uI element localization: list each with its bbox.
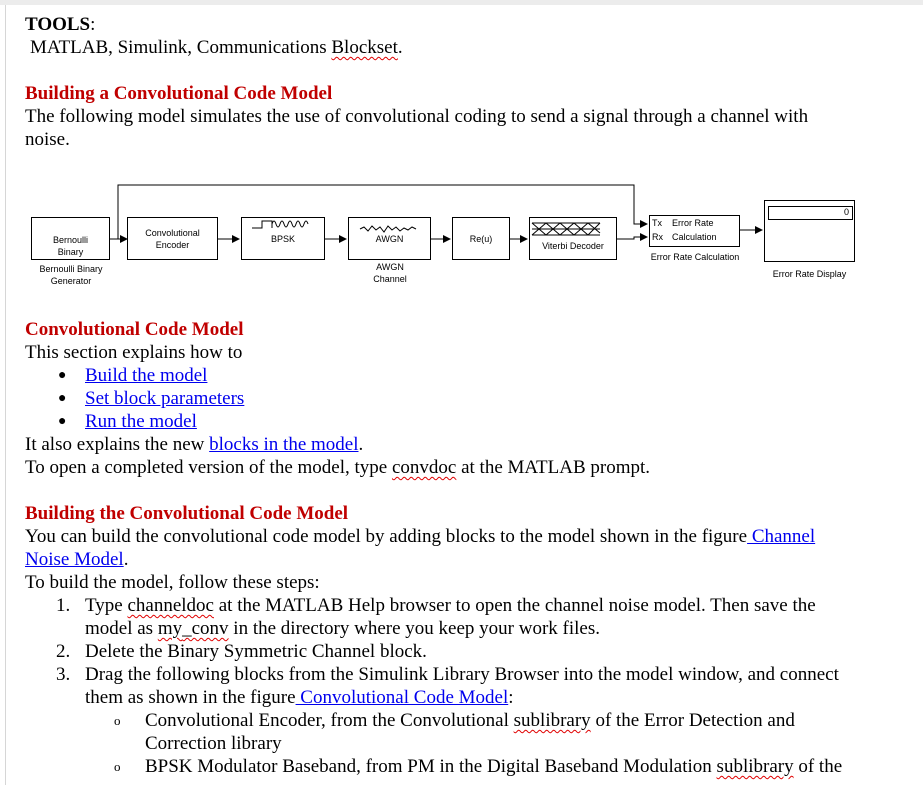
step1-text-d: in the directory where you keep your work files. (228, 618, 600, 639)
step3-text: them as shown in the figure (85, 687, 296, 708)
section3-line2-period: . (123, 549, 129, 570)
steps-intro: To build the model, follow these steps: (25, 572, 320, 593)
step1-text-a: Type (85, 595, 128, 616)
step3-number: 3. (56, 664, 71, 685)
section2-also-line (25, 433, 363, 456)
sub1-text-a: Convolutional Encoder, from the Convolutional (145, 710, 514, 731)
re-label: Re(u) (469, 234, 493, 244)
display-value: 0 (843, 207, 849, 217)
link-run-model[interactable]: Run the model (85, 411, 197, 432)
sub1-line1 (145, 709, 795, 732)
bullet-marker: ● (58, 368, 67, 383)
convdoc-command: convdoc (391, 457, 457, 478)
awgn-label: AWGN (375, 234, 404, 244)
step1-number: 1. (56, 595, 71, 616)
error-rate-display-block[interactable] (764, 200, 855, 262)
sub1-text-b: of the Error Detection and (590, 710, 795, 731)
real-part-block[interactable] (452, 217, 510, 260)
display-caption: Error Rate Display (772, 269, 847, 279)
rx-port-label: Rx (652, 232, 663, 242)
convolutional-encoder-block[interactable] (127, 217, 218, 260)
tools-text-b: . (397, 37, 403, 58)
viterbi-label: Viterbi Decoder (542, 241, 604, 251)
sub-bullet-marker: o (114, 759, 121, 774)
bernoulli-generator-block[interactable] (31, 217, 110, 260)
also-text-b: . (358, 434, 364, 455)
display-field (768, 206, 853, 220)
bernoulli-caption1: Bernoulli Binary (39, 264, 103, 274)
section1-line2: noise. (25, 129, 70, 150)
section2-open-line (25, 456, 650, 479)
link-build-model[interactable]: Build the model (85, 365, 208, 386)
file-name-part1: my (157, 618, 183, 639)
section3-heading: Building the Convolutional Code Model (25, 503, 349, 524)
bernoulli-line1: Bernoulli (52, 235, 89, 245)
encoder-line2: Encoder (155, 240, 190, 250)
tools-heading: TOOLS (25, 14, 91, 35)
link-blocks-in-model[interactable]: blocks in the model (209, 434, 359, 455)
section3-line1 (25, 525, 815, 548)
error-rate-line2: Calculation (672, 232, 717, 242)
section3-line2 (25, 548, 128, 571)
bernoulli-caption2: Generator (50, 276, 92, 286)
viterbi-decoder-block[interactable] (529, 217, 617, 260)
awgn-caption1: AWGN (376, 262, 404, 272)
bpsk-label: BPSK (270, 234, 295, 244)
tools-colon: : (90, 14, 96, 35)
step1-text-b: at the MATLAB Help browser to open the channel noise model. Then save the (213, 595, 816, 616)
error-rate-calculation-block[interactable] (649, 215, 740, 247)
bernoulli-line2: Binary (57, 247, 84, 257)
section1-heading: Building a Convolutional Code Model (25, 83, 333, 104)
wire-viterbi-rx (617, 237, 647, 239)
tools-blockset: Blockset (331, 37, 398, 58)
awgn-caption2: Channel (373, 274, 407, 284)
open-text-a: To open a completed version of the model, type (25, 457, 392, 478)
sub2-line1 (145, 755, 842, 778)
step3-colon: : (508, 687, 514, 708)
sub1-sublibrary: sublibrary (513, 710, 591, 731)
sub2-text-a: BPSK Modulator Baseband, from PM in the Digital Baseband Modulation (145, 756, 717, 777)
section3-line1-text: You can build the convolutional code model by adding blocks to the model shown in the figure (25, 526, 748, 547)
bullet-marker: ● (58, 414, 67, 429)
sub-bullet-marker: o (114, 713, 121, 728)
open-text-b: at the MATLAB prompt. (456, 457, 651, 478)
awgn-channel-block[interactable] (348, 217, 431, 260)
step3-line2 (85, 686, 514, 709)
error-rate-line1: Error Rate (672, 218, 714, 228)
sub2-text-b: of the (793, 756, 843, 777)
channeldoc-command: channeldoc (127, 595, 214, 616)
step1-line2 (85, 617, 600, 640)
step3-line1: Drag the following blocks from the Simulink Library Browser into the model window, and connect (85, 664, 839, 685)
bullet-marker: ● (58, 391, 67, 406)
tools-text-a: MATLAB, Simulink, Communications (30, 37, 332, 58)
error-rate-caption: Error Rate Calculation (650, 252, 740, 262)
section2-intro: This section explains how to (25, 342, 243, 363)
step1-text-c: model as (85, 618, 158, 639)
link-channel-noise-model[interactable]: Channel (747, 526, 816, 547)
file-name-part2: _conv (182, 618, 229, 639)
section1-line1: The following model simulates the use of convolutional coding to send a signal through a channel with (25, 106, 809, 127)
section2-heading: Convolutional Code Model (25, 319, 244, 340)
link-set-block-parameters[interactable]: Set block parameters (85, 388, 245, 409)
bpsk-modulator-block[interactable] (241, 217, 325, 260)
encoder-line1: Convolutional (145, 228, 200, 238)
step2-text: Delete the Binary Symmetric Channel block. (85, 641, 427, 662)
step1-line1 (85, 594, 816, 617)
link-channel-noise-model-cont[interactable]: Noise Model (25, 549, 124, 570)
sub2-sublibrary: sublibrary (716, 756, 794, 777)
link-convolutional-code-model[interactable]: Convolutional Code Model (295, 687, 509, 708)
tx-port-label: Tx (652, 218, 662, 228)
sub1-line2: Correction library (145, 733, 282, 754)
step2-number: 2. (56, 641, 71, 662)
also-text-a: It also explains the new (25, 434, 210, 455)
